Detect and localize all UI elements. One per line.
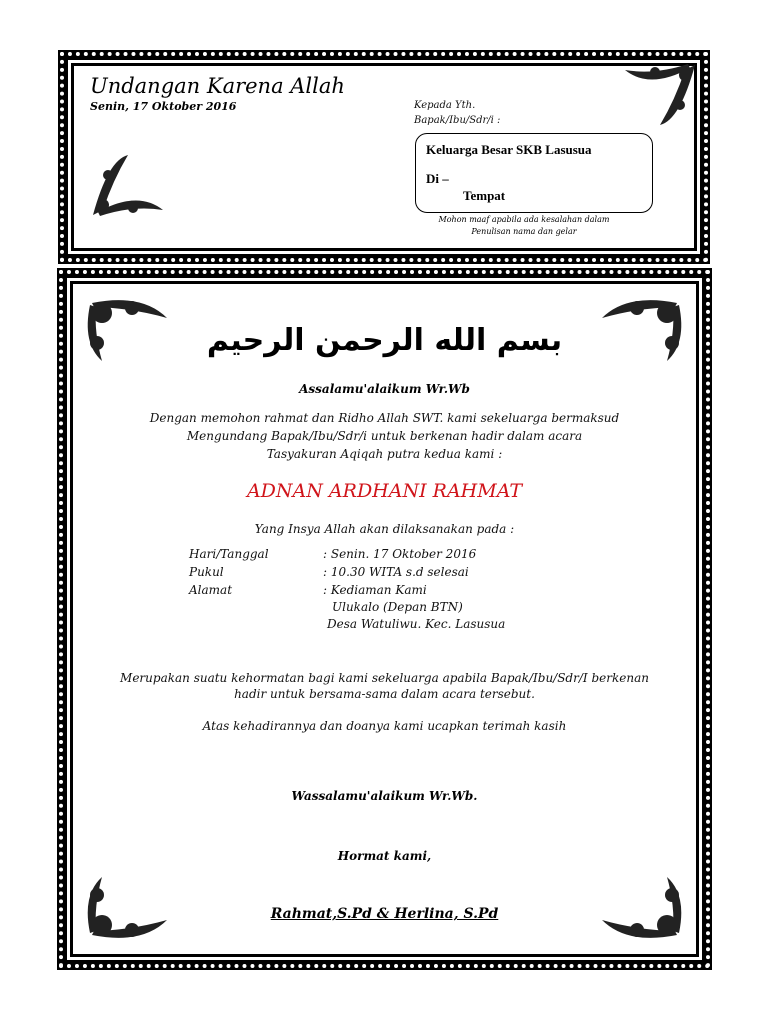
recipient-box — [415, 133, 653, 213]
regards: Hormat kami, — [337, 849, 432, 863]
invitation-card — [57, 268, 712, 970]
to-salutation: Bapak/Ibu/Sdr/i : — [414, 115, 501, 126]
recipient-di: Di – — [426, 171, 449, 186]
detail-label-time: Pukul — [189, 565, 224, 579]
farewell: Wassalamu'alaikum Wr.Wb. — [291, 789, 478, 803]
bismillah-calligraphy: بسم الله الرحمن الرحيم — [206, 323, 563, 358]
intro-line-3: Tasyakuran Aqiqah putra kedua kami : — [266, 447, 503, 461]
signatories: Rahmat,S.Pd & Herlina, S.Pd — [270, 906, 499, 922]
closing-line-2: hadir untuk bersama-sama dalam acara tersebut. — [234, 687, 535, 701]
floral-ornament-icon — [610, 60, 700, 130]
floral-ornament-icon — [88, 150, 178, 220]
detail-value-address: : Kediaman Kami — [323, 583, 427, 597]
intro-line-2: Mengundang Bapak/Ibu/Sdr/i untuk berkenan hadir dalam acara — [186, 429, 583, 443]
apology-line-1: Mohon maaf apabila ada kesalahan dalam — [438, 215, 610, 224]
envelope-title: Undangan Karena Allah — [90, 74, 345, 98]
recipient-name: Keluarga Besar SKB Lasusua — [426, 142, 592, 157]
address-line-3: Desa Watuliwu. Kec. Lasusua — [327, 617, 506, 631]
detail-value-time: : 10.30 WITA s.d selesai — [323, 565, 469, 579]
thanks: Atas kehadirannya dan doanya kami ucapkan terimah kasih — [202, 719, 567, 733]
greeting: Assalamu'alaikum Wr.Wb — [299, 382, 470, 396]
recipient-tempat: Tempat — [463, 188, 506, 203]
envelope-card — [58, 50, 710, 264]
apology-line-2: Penulisan nama dan gelar — [471, 227, 577, 236]
detail-label-date: Hari/Tanggal — [189, 547, 269, 561]
to-label: Kepada Yth. — [414, 100, 476, 111]
detail-label-address: Alamat — [189, 583, 233, 597]
child-name: ADNAN ARDHANI RAHMAT — [246, 480, 523, 502]
detail-value-date: : Senin. 17 Oktober 2016 — [323, 547, 477, 561]
closing-line-1: Merupakan suatu kehormatan bagi kami sekeluarga apabila Bapak/Ibu/Sdr/I berkenan — [120, 671, 649, 685]
envelope-date: Senin, 17 Oktober 2016 — [90, 100, 237, 113]
address-line-2: Ulukalo (Depan BTN) — [332, 600, 463, 614]
held-on: Yang Insya Allah akan dilaksanakan pada : — [254, 522, 515, 536]
intro-line-1: Dengan memohon rahmat dan Ridho Allah SWT. kami sekeluarga bermaksud — [149, 411, 620, 425]
